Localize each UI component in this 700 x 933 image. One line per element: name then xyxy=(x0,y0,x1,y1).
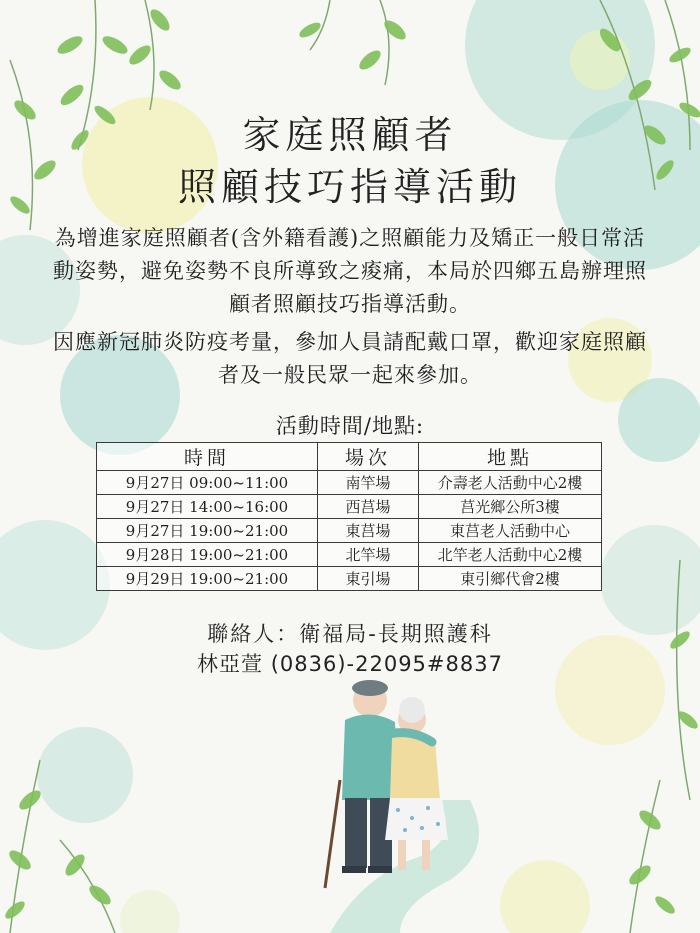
cell-location: 東莒老人活動中心 xyxy=(419,519,602,543)
contact-person: 聯絡人：衛福局-長期照護科 xyxy=(207,622,493,646)
cell-venue: 東莒場 xyxy=(318,519,419,543)
table-row xyxy=(97,495,602,519)
table-row xyxy=(97,543,602,567)
cell-location: 莒光鄉公所3樓 xyxy=(419,495,602,519)
cell-time: 9月27日 19:00~21:00 xyxy=(97,519,318,543)
cell-venue: 北竿場 xyxy=(318,543,419,567)
header-location: 地點 xyxy=(419,443,602,471)
cell-time: 9月29日 19:00~21:00 xyxy=(97,567,318,591)
cell-time: 9月27日 09:00~11:00 xyxy=(97,471,318,495)
cell-location: 介壽老人活動中心2樓 xyxy=(419,471,602,495)
table-row xyxy=(97,471,602,495)
notice-paragraph: 因應新冠肺炎防疫考量，參加人員請配戴口罩，歡迎家庭照顧者及一般民眾一起來參加。 xyxy=(53,330,647,387)
schedule-header-row xyxy=(97,443,602,471)
header-venue: 場次 xyxy=(318,443,419,471)
title-line-1: 家庭照顧者 xyxy=(242,113,458,157)
schedule-heading: 活動時間/地點: xyxy=(275,414,425,438)
cell-time: 9月28日 19:00~21:00 xyxy=(97,543,318,567)
elderly-couple-illustration xyxy=(325,680,448,888)
table-row xyxy=(97,519,602,543)
cell-time: 9月27日 14:00~16:00 xyxy=(97,495,318,519)
table-row xyxy=(97,567,602,591)
cell-venue: 南竿場 xyxy=(318,471,419,495)
cell-location: 北竿老人活動中心2樓 xyxy=(419,543,602,567)
cell-venue: 東引場 xyxy=(318,567,419,591)
contact-phone: 林亞萱 (0836)-22095#8837 xyxy=(197,652,503,676)
intro-paragraph: 為增進家庭照顧者(含外籍看護)之照顧能力及矯正一般日常活動姿勢，避免姿勢不良所導致之痠痛，本局於四鄉五島辦理照顧者照顧技巧指導活動。 xyxy=(53,226,647,316)
title-line-2: 照顧技巧指導活動 xyxy=(177,165,522,209)
cell-venue: 西莒場 xyxy=(318,495,419,519)
schedule-table xyxy=(96,442,602,591)
header-time: 時間 xyxy=(97,443,318,471)
cell-location: 東引鄉代會2樓 xyxy=(419,567,602,591)
